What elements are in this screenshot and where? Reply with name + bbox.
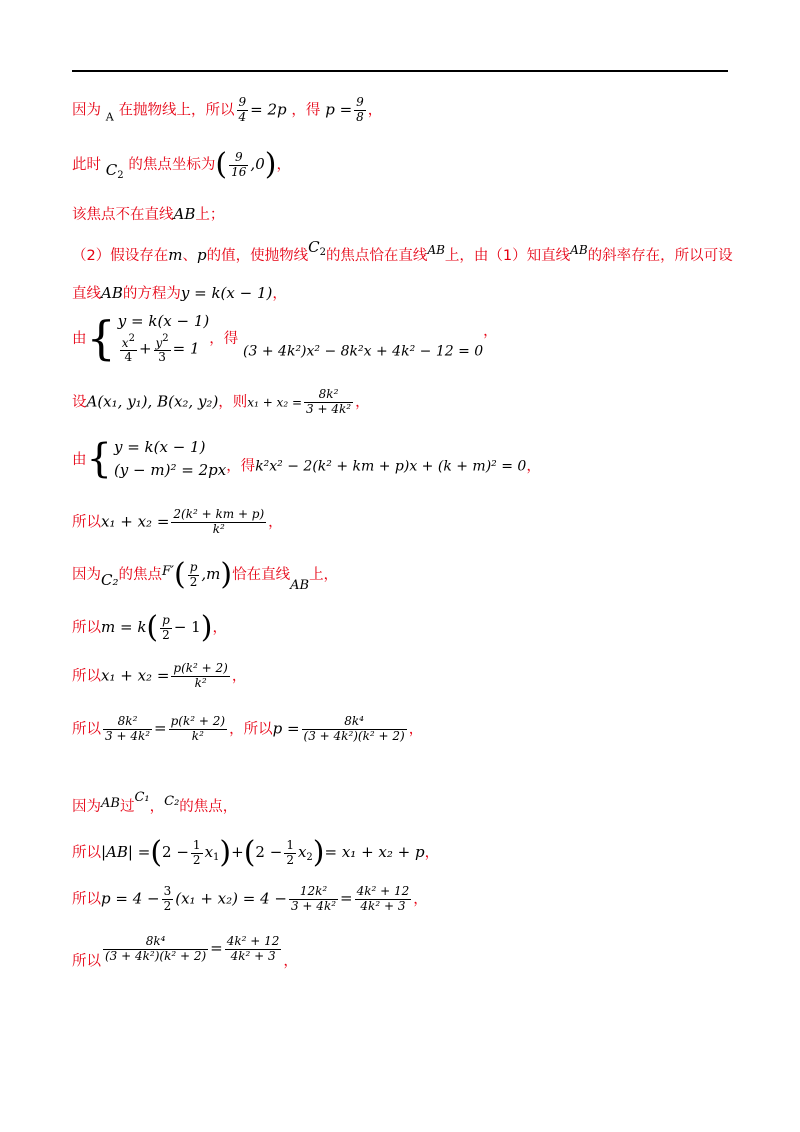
math: AB (101, 796, 120, 811)
line-11: 所以m = k( $\frac{p}{2}$ − 1)， (72, 610, 227, 645)
fraction (304, 388, 353, 417)
line-8: 由{ y = k(x − 1) (y − m)² = 2px ，得k²x² − 2(k² + km + p)x + (k + m)² = 0， (72, 435, 541, 482)
fraction (169, 715, 227, 744)
math: k² (191, 728, 204, 743)
math: 8k⁴ (103, 935, 208, 950)
line-2: 此时 $C_2$ 的焦点坐标为( $\frac{9}{16}$ ,0)， (72, 147, 291, 182)
text: 的斜率存在，所以可设 (587, 248, 733, 264)
math: x₁ + x₂ = (101, 666, 170, 685)
text: 因为 (72, 102, 101, 119)
line-1 (72, 96, 740, 125)
text: ， (526, 458, 541, 475)
line-5 (72, 282, 740, 303)
line-7 (72, 388, 740, 417)
math: p = (325, 100, 353, 119)
fraction-p-2: $\frac{p}{2}$ (189, 559, 198, 589)
line-9 (72, 508, 740, 537)
point-a: A (105, 110, 114, 124)
math: AB (570, 243, 588, 257)
text: 所以 (72, 891, 101, 908)
text: ， (231, 668, 247, 685)
text: ， (149, 799, 165, 815)
text: 所以 (72, 953, 101, 970)
line-6: 由{ y = k(x − 1) $\frac{x^2}{4}$ + $\frac{y^2}{3}$ = 1 ，得 (3 + 4k²)x² − 8k²x + 4k² − 12 = 0， (72, 310, 498, 365)
text: 由 (72, 452, 87, 468)
text: 的焦点坐标为 (128, 157, 216, 173)
math: AB (101, 284, 123, 302)
text: 因为 (72, 799, 101, 815)
text: 在抛物线上，所以 (118, 102, 235, 119)
math: p = (272, 719, 300, 738)
text: 该焦点不在直线 (72, 207, 174, 223)
fraction (289, 885, 338, 914)
math: 4k² + 3 (230, 948, 276, 963)
math: (3 + 4k²)(k² + 2) (105, 948, 207, 963)
fraction (355, 885, 412, 914)
fraction (103, 935, 208, 964)
text: ， (212, 620, 227, 636)
text: ， (276, 157, 291, 173)
text: 此时 (72, 157, 101, 173)
text: 上， (309, 567, 339, 583)
math: 3 + 4k² (105, 728, 151, 743)
line-16: 所以p = 4 − $\frac{3}{2}$ (x₁ + x₂) = 4 − $\frac{\text{12k²}}{\text{3 + 4k²}}$ = $\frac{\text{4k² + 12}}{\text{4k² + 3}}$ ， (72, 884, 428, 913)
header-rule (72, 70, 728, 72)
math: = x₁ + x₂ + p (324, 843, 425, 861)
text: 因为 (72, 567, 101, 583)
text: ， (367, 102, 383, 119)
text: ，得 (291, 102, 321, 119)
text: ， (283, 953, 298, 970)
math: (3 + 4k²)(k² + 2) (303, 728, 405, 743)
math: AB (173, 205, 196, 223)
math: p (196, 246, 207, 264)
text: 上，由（1）知直线 (444, 248, 571, 264)
text: ， (408, 721, 424, 738)
math: y = k(x − 1) (117, 312, 210, 330)
text: 所以 (72, 668, 101, 685)
line-14 (72, 790, 740, 816)
math: m = k (101, 618, 147, 636)
text: 的方程为 (122, 286, 181, 302)
math: A(x₁, y₁), B(x₂, y₂) (86, 392, 219, 411)
line-17: 所以 $\frac{\text{8k⁴}}{\text{(3 + 4k²)(k² + 2)}}$ = $\frac{\text{4k² + 12}}{\text{4k² + 3}}$ ， (72, 934, 298, 970)
text: 的焦点恰在直线 (325, 248, 428, 264)
math: 4k² + 12 (356, 884, 410, 898)
line-15: 所以|AB| =(2 − $\frac{1}{2}$ $x_1)+(2$ − $\frac{1}{2}$ $x_2)= x_1 + x_2 + p$， (72, 835, 440, 870)
math: 2(k² + km + p) (173, 507, 265, 521)
math: AB (427, 243, 445, 257)
text: 所以 (72, 845, 101, 861)
equation-system: y = k(x − 1) $\frac{x^2}{4}$ + $\frac{y^2}{3}$ = 1 (117, 312, 210, 365)
math: p(k² + 2) (173, 661, 228, 675)
line-10: 因为C₂的焦点F′( $\frac{p}{2}$ ,m)恰在直线AB上， (72, 557, 339, 593)
math: 2 (117, 170, 124, 181)
text: ， (355, 394, 370, 411)
line-4 (72, 238, 740, 265)
math: k² (194, 675, 207, 690)
math: 3 + 4k² (290, 898, 337, 913)
text: 由 (72, 331, 87, 348)
line-12 (72, 662, 740, 691)
math: = 2p (250, 100, 287, 119)
math: m (168, 246, 183, 264)
fraction-p-2: $\frac{p}{2}$ (162, 612, 170, 642)
text: 过 (119, 799, 135, 815)
text: ，则 (218, 394, 248, 411)
math: k² (212, 521, 225, 536)
text: ，所以 (229, 721, 273, 738)
text: 直线 (72, 286, 101, 302)
math: 8k² (103, 715, 152, 730)
math: x₁ + x₂ = (101, 512, 170, 531)
math: (y − m)² = 2px (113, 460, 227, 479)
math: AB (290, 578, 310, 593)
text: 上； (195, 207, 225, 223)
text: ，得 (209, 331, 239, 348)
fraction (103, 715, 152, 744)
fraction (171, 508, 266, 537)
math: 4k² + 3 (360, 898, 406, 913)
fraction (171, 662, 229, 691)
text: 所以 (72, 721, 101, 738)
math: 8k⁴ (302, 715, 407, 730)
text: 恰在直线 (232, 567, 291, 583)
text: ， (483, 323, 498, 340)
math: C₁ (134, 790, 150, 805)
line-3 (72, 203, 740, 224)
math: 4k² + 12 (226, 934, 280, 948)
text: 所以 (72, 620, 101, 636)
text: ， (424, 845, 440, 861)
text: 的焦点， (179, 799, 238, 815)
math: C₂ (164, 794, 180, 809)
text: （2）假设存在 (72, 248, 169, 264)
math: p = 4 − (101, 889, 160, 908)
math: 3 + 4k² (306, 401, 352, 416)
math: C (308, 238, 320, 256)
math: (x₁ + x₂) = 4 − (175, 889, 287, 908)
fraction-9-4: $\frac{9}{4}$ (238, 95, 247, 124)
math: C₂ (101, 571, 119, 589)
text: ， (413, 891, 428, 908)
fraction-9-16: $\frac{9}{16}$ (231, 149, 247, 179)
math: p(k² + 2) (170, 714, 226, 728)
text: ， (272, 286, 287, 302)
text: 、 (182, 248, 197, 264)
text: 设 (72, 394, 87, 411)
text: 的值，使抛物线 (206, 248, 309, 264)
math: y = k(x − 1) (180, 284, 273, 302)
text: 的焦点 (118, 567, 162, 583)
text: ，得 (226, 458, 256, 475)
math: C (105, 161, 118, 179)
fraction (302, 715, 407, 744)
equation-system (114, 436, 226, 481)
math: |AB| = (101, 843, 151, 861)
text: 所以 (72, 514, 101, 531)
text: ， (268, 514, 283, 531)
math: 8k² (304, 388, 353, 403)
math: k²x² − 2(k² + km + p)x + (k + m)² = 0 (255, 458, 527, 475)
fraction (225, 935, 282, 964)
math: y = k(x − 1) (113, 438, 206, 456)
line-13: 所以 $\frac{\text{8k²}}{\text{3 + 4k²}}$ = $\frac{\text{p(k² + 2)}}{\text{k²}}$ ，所以p = $\frac{\text{8k⁴}}{\text{(3 + 4k²)(k² + 2)}}$ ， (72, 714, 424, 743)
fraction-9-8: $\frac{9}{8}$ (356, 95, 364, 124)
math: x₁ + x₂ = (247, 395, 303, 410)
math: F′ (162, 564, 174, 579)
math: 12k² (289, 885, 338, 900)
math: 2 (319, 247, 326, 258)
math: (3 + 4k²)x² − 8k²x + 4k² − 12 = 0 (243, 343, 484, 360)
